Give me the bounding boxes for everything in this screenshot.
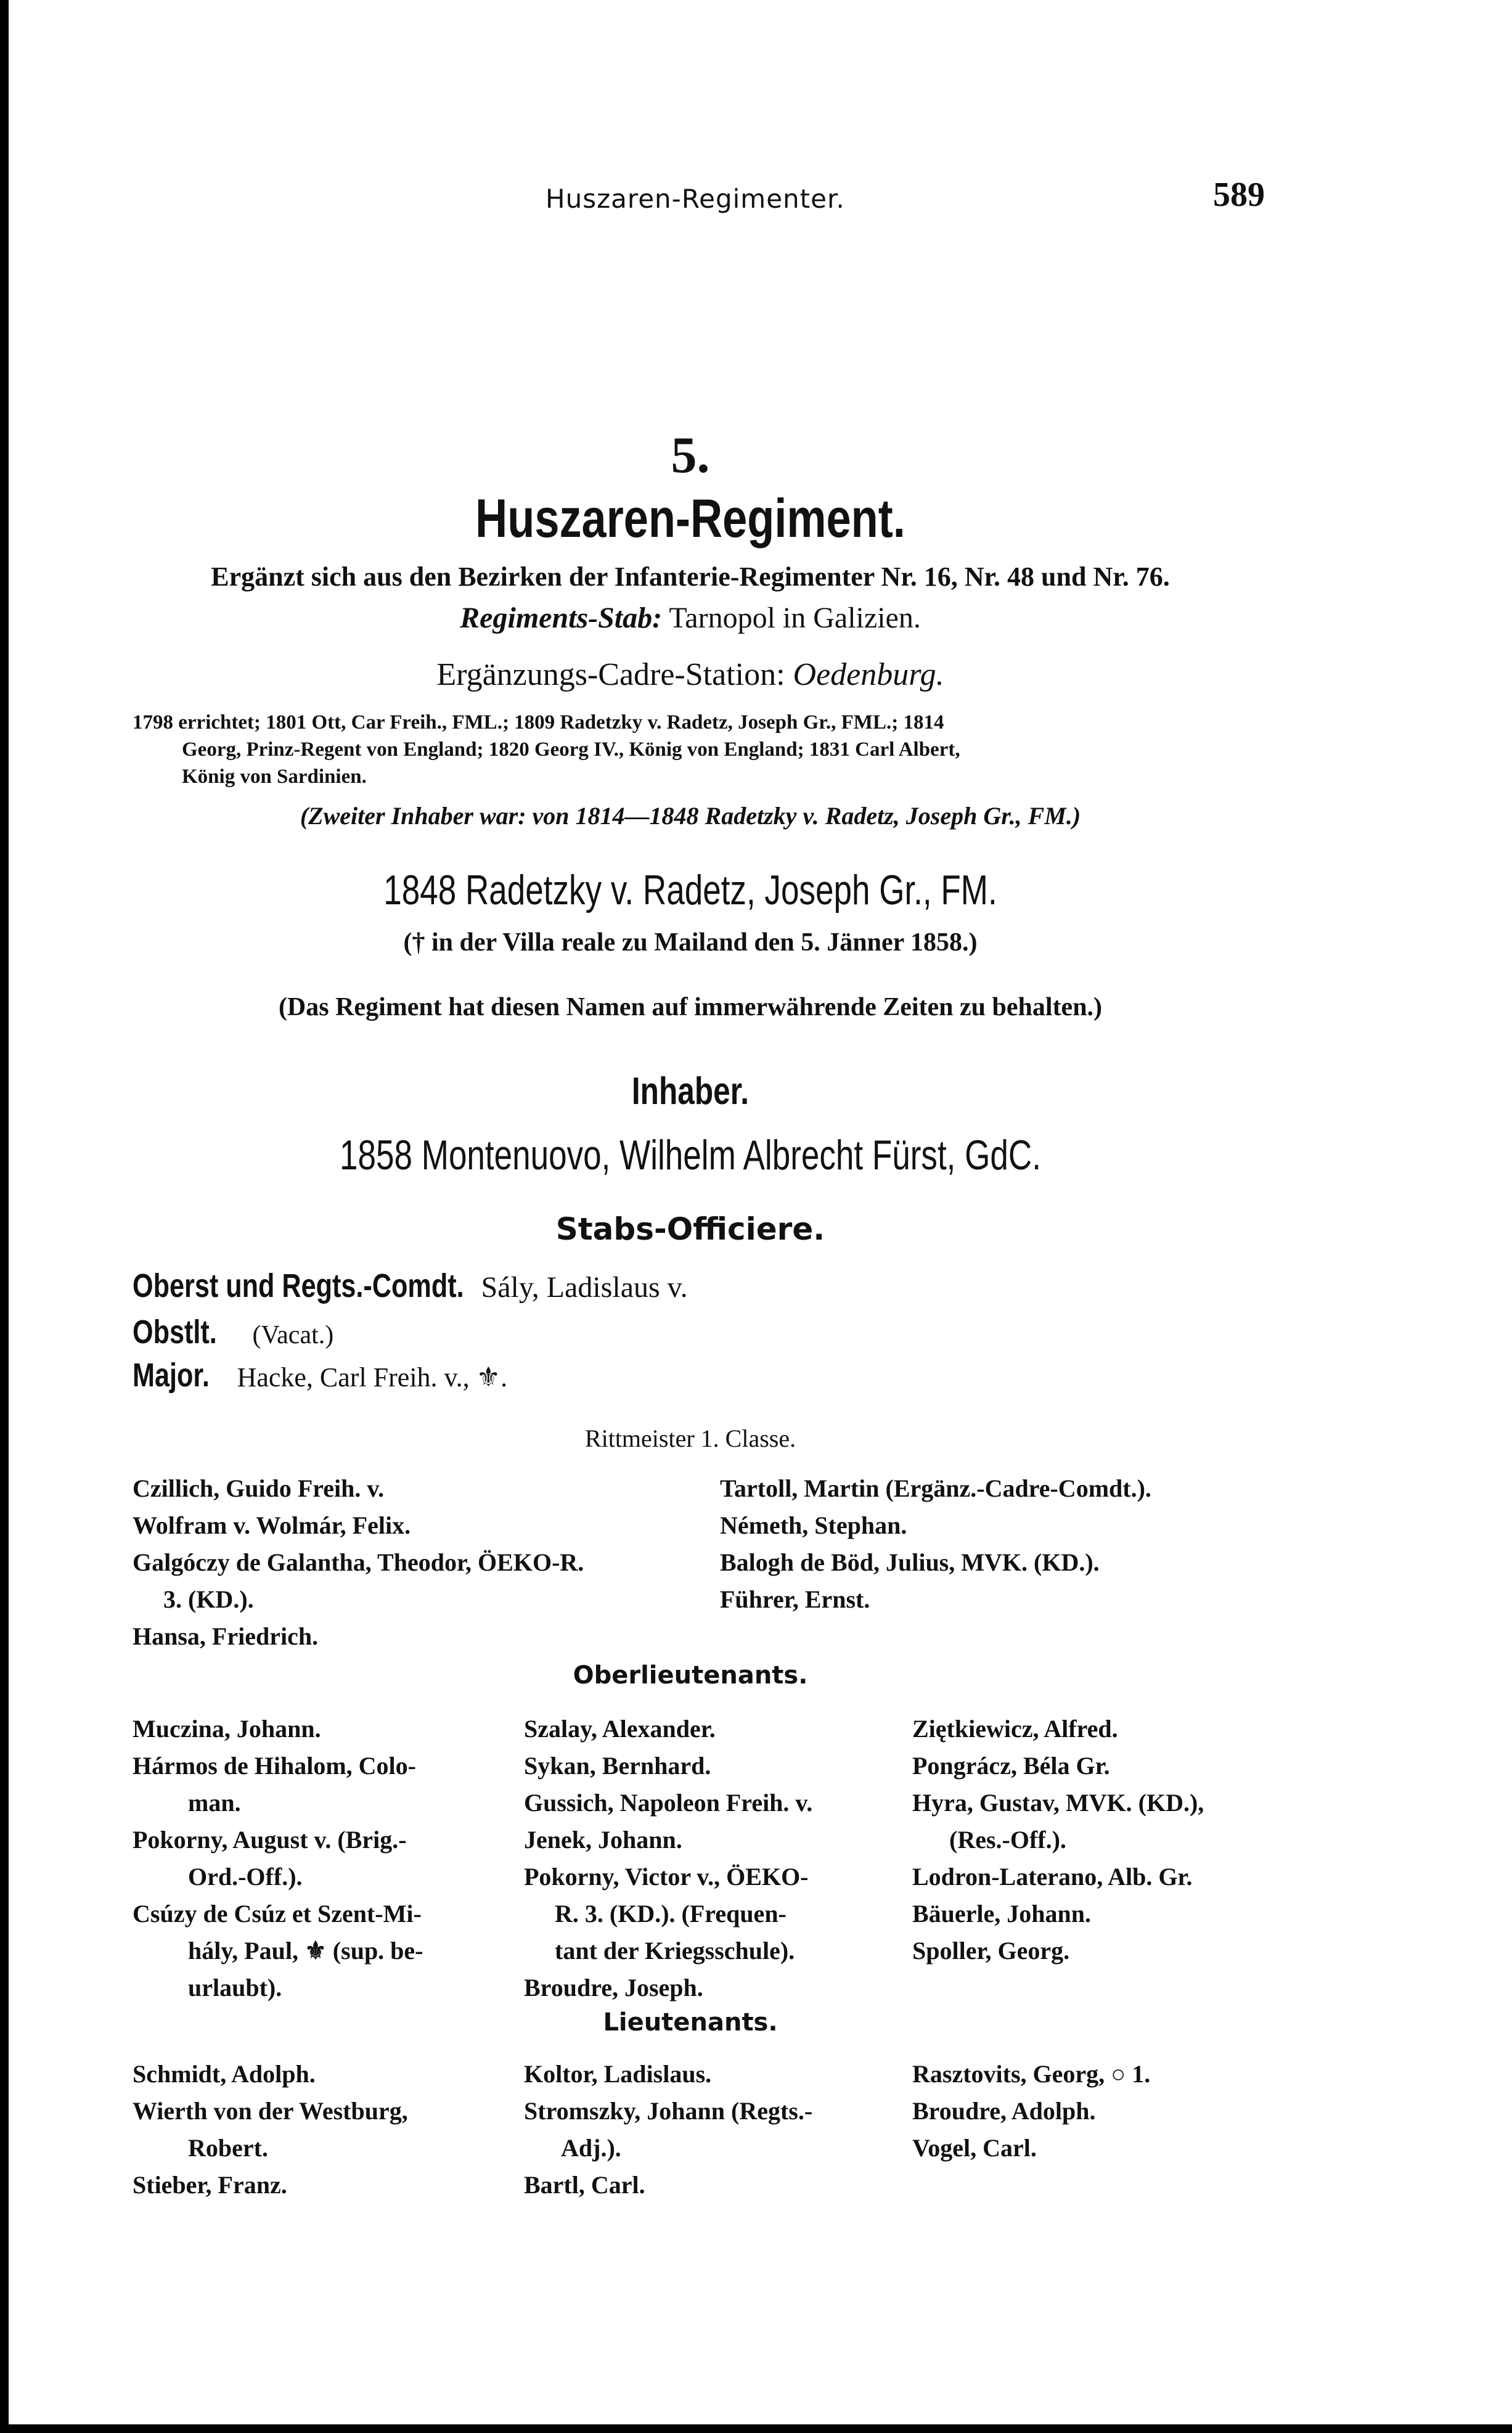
stab-value: Tarnopol in Galizien. — [669, 602, 921, 634]
list-item: Bäuerle, Johann. — [912, 1900, 1092, 1928]
list-item-continuation: Ord.-Off.). — [188, 1863, 303, 1891]
list-item: Stromszky, Johann (Regts.- — [524, 2097, 813, 2125]
stabs-row-oberst — [133, 1267, 688, 1305]
list-item: Szalay, Alexander. — [524, 1715, 716, 1743]
rittmeister-right-column — [720, 1470, 1151, 1618]
list-item-continuation: Adj.). — [561, 2134, 621, 2162]
list-item-continuation: hály, Paul, ⚜ (sup. be- — [188, 1937, 423, 1965]
list-item: Csúzy de Csúz et Szent-Mi- — [133, 1900, 422, 1928]
list-item: Bartl, Carl. — [524, 2171, 645, 2199]
list-item: Balogh de Böd, Julius, MVK. (KD.). — [720, 1548, 1100, 1576]
list-item: Pokorny, Victor v., ÖEKO- — [524, 1863, 809, 1891]
list-item: Tartoll, Martin (Ergänz.-Cadre-Comdt.). — [720, 1474, 1151, 1502]
list-item-continuation: man. — [188, 1789, 241, 1817]
list-item: Broudre, Joseph. — [524, 1974, 703, 2002]
list-item-continuation: tant der Kriegsschule). — [555, 1937, 795, 1965]
regiment-number: 5. — [671, 427, 710, 484]
list-item: Ziętkiewicz, Alfred. — [912, 1715, 1118, 1743]
rittmeister-left-column — [133, 1470, 584, 1655]
list-item: Czillich, Guido Freih. v. — [133, 1474, 385, 1502]
cadre-value: Oedenburg. — [793, 657, 944, 692]
list-item: Pongrácz, Béla Gr. — [912, 1752, 1110, 1780]
list-item: Führer, Ernst. — [720, 1585, 870, 1613]
history-line: König von Sardinien. — [182, 766, 367, 788]
cadre-station — [136, 656, 1245, 693]
list-item: Hansa, Friedrich. — [133, 1622, 319, 1650]
history-line: 1798 errichtet; 1801 Ott, Car Freih., FML.; 1809 Radetzky v. Radetz, Joseph Gr., FML.; 1814 — [133, 711, 944, 734]
lieutenants-col-3 — [912, 2056, 1150, 2167]
history-line: Georg, Prinz-Regent von England; 1820 Georg IV., König von England; 1831 Carl Albert, — [182, 738, 960, 761]
list-item-continuation: urlaubt). — [188, 1974, 282, 2002]
rittmeister-heading: Rittmeister 1. Classe. — [584, 1425, 796, 1452]
list-item: Koltor, Ladislaus. — [524, 2060, 712, 2088]
name-note: (Das Regiment hat diesen Namen auf immerwährende Zeiten zu behalten.) — [278, 993, 1103, 1021]
officer-name: Sály, Ladislaus v. — [481, 1271, 688, 1304]
namesake-line: 1848 Radetzky v. Radetz, Joseph Gr., FM. — [383, 867, 997, 914]
list-item: Spoller, Georg. — [912, 1937, 1070, 1965]
list-item: Gussich, Napoleon Freih. v. — [524, 1789, 813, 1817]
regiments-stab — [136, 601, 1245, 635]
list-item: Muczina, Johann. — [133, 1715, 321, 1743]
death-note: († in der Villa reale zu Mailand den 5. Jänner 1858.) — [403, 928, 978, 957]
list-item: Vogel, Carl. — [912, 2134, 1037, 2162]
stabs-officiere-heading: Stabs-Officiere. — [555, 1211, 825, 1247]
list-item-continuation: 3. (KD.). — [163, 1585, 254, 1613]
list-item: Galgóczy de Galantha, Theodor, ÖEKO-R. — [133, 1548, 584, 1576]
officer-name: (Vacat.) — [252, 1321, 334, 1349]
running-title: Huszaren-Regimenter. — [546, 184, 845, 214]
recruitment-line: Ergänzt sich aus den Bezirken der Infanterie-Regimenter Nr. 16, Nr. 48 und Nr. 76. — [211, 562, 1170, 592]
list-item: Jenek, Johann. — [524, 1826, 682, 1854]
inhaber-heading: Inhaber. — [631, 1070, 750, 1113]
oberlieutenants-col-1 — [133, 1711, 423, 2006]
list-item: Lodron-Laterano, Alb. Gr. — [912, 1863, 1193, 1891]
list-item: Sykan, Bernhard. — [524, 1752, 711, 1780]
lieutenants-heading: Lieutenants. — [603, 2008, 778, 2037]
oberlieutenants-heading: Oberlieutenants. — [573, 1661, 808, 1690]
list-item-continuation: Robert. — [188, 2134, 268, 2162]
officer-name: Hacke, Carl Freih. v., ⚜. — [237, 1362, 508, 1392]
stabs-row-major — [133, 1356, 507, 1394]
second-owner-note: (Zweiter Inhaber war: von 1814—1848 Radetzky v. Radetz, Joseph Gr., FM.) — [300, 802, 1081, 830]
rank-label: Obstlt. — [133, 1314, 217, 1351]
lieutenants-col-2 — [524, 2056, 812, 2204]
stab-label: Regiments-Stab: — [460, 602, 663, 634]
page-number: 589 — [1213, 176, 1265, 214]
stabs-row-obstlt — [133, 1313, 333, 1351]
rank-label: Oberst und Regts.-Comdt. — [133, 1267, 464, 1304]
list-item: Wolfram v. Wolmár, Felix. — [133, 1511, 411, 1539]
list-item: Schmidt, Adolph. — [133, 2060, 316, 2088]
list-item-continuation: R. 3. (KD.). (Frequen- — [555, 1900, 787, 1928]
list-item: Pokorny, August v. (Brig.- — [133, 1826, 407, 1854]
list-item: Wierth von der Westburg, — [133, 2097, 408, 2125]
list-item: Stieber, Franz. — [133, 2171, 287, 2199]
list-item-continuation: (Res.-Off.). — [949, 1826, 1066, 1854]
history-block — [133, 709, 960, 790]
regiment-title: Huszaren-Regiment. — [475, 488, 905, 549]
list-item: Hármos de Hihalom, Colo- — [133, 1752, 416, 1780]
cadre-label: Ergänzungs-Cadre-Station: — [436, 657, 785, 692]
lieutenants-col-1 — [133, 2056, 408, 2204]
rank-label: Major. — [133, 1357, 210, 1394]
list-item: Németh, Stephan. — [720, 1511, 907, 1539]
oberlieutenants-col-2 — [524, 1711, 812, 2006]
list-item: Broudre, Adolph. — [912, 2097, 1096, 2125]
list-item: Rasztovits, Georg, ○ 1. — [912, 2060, 1151, 2088]
list-item: Hyra, Gustav, MVK. (KD.), — [912, 1789, 1204, 1817]
inhaber-entry: 1858 Montenuovo, Wilhelm Albrecht Fürst, GdC. — [340, 1132, 1041, 1179]
oberlieutenants-col-3 — [912, 1711, 1204, 1969]
